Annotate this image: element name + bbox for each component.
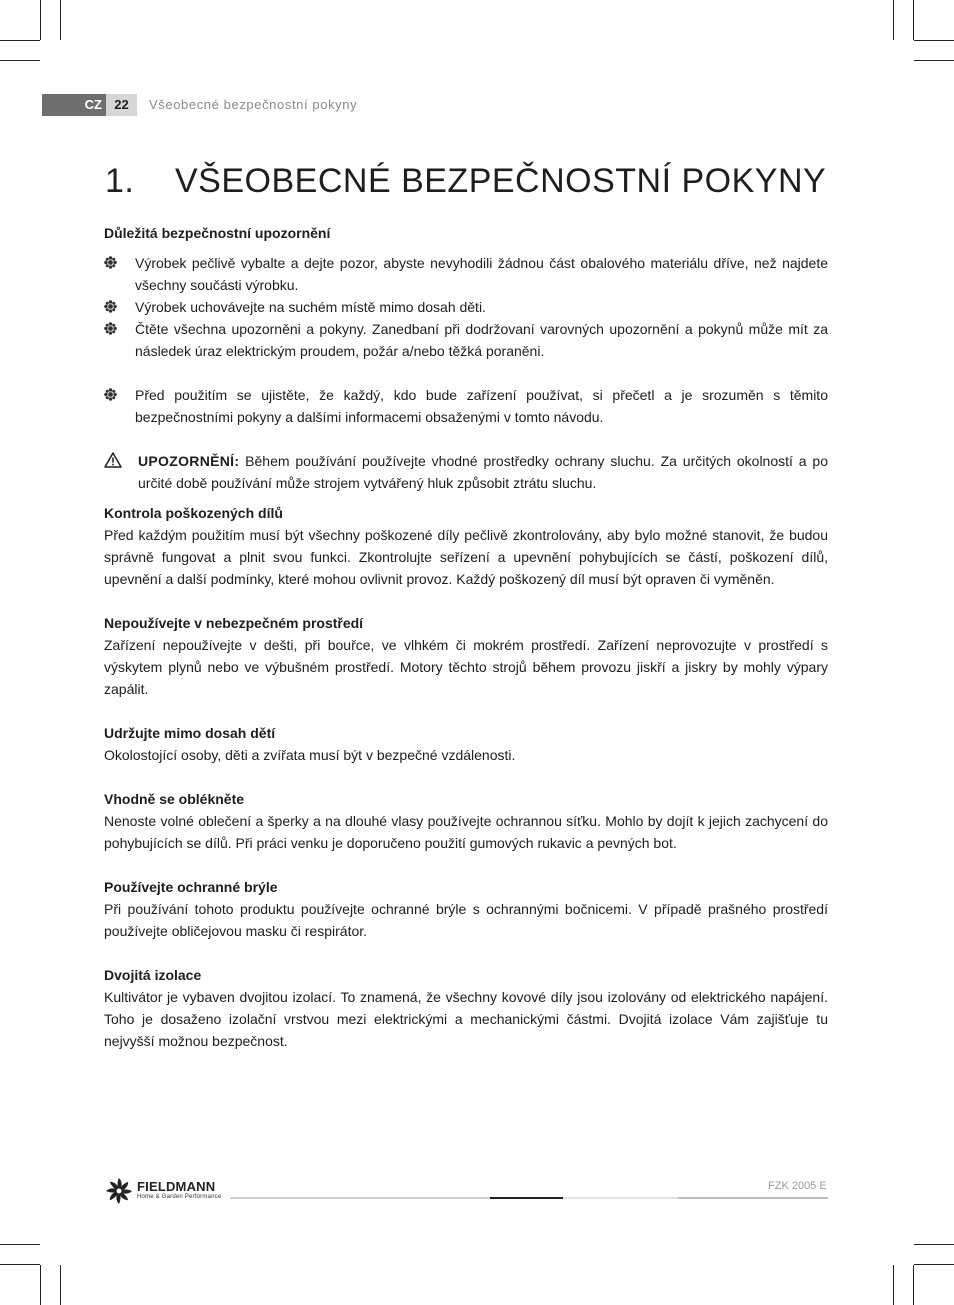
section-heading: Udržujte mimo dosah dětí (104, 725, 276, 741)
list-item (104, 318, 828, 362)
bullet-list (104, 252, 828, 428)
section-damaged-parts (104, 502, 828, 590)
footer-rule (490, 1197, 563, 1199)
crop-mark (914, 60, 954, 61)
section-text: Před každým použitím musí být všechny poškozené díly pečlivě zkontrolovány, aby bylo možné stanovit, že budou správně fungovat a plnit svou funkci. Zkontrolujte seřízení a upevnění pohybujících se částí, poškození dílů, upevnění a další podmínky, které mohou ovlivnit provoz. Každý poškozený díl musí být opraven či vyměněn. (104, 527, 828, 587)
page-number: 22 (106, 94, 137, 116)
chapter-title: VŠEOBECNÉ BEZPEČNOSTNÍ POKYNY (175, 162, 827, 200)
flower-bullet-icon (104, 256, 117, 269)
footer-rule (563, 1197, 678, 1199)
list-item (104, 296, 828, 318)
main-content (104, 222, 828, 1052)
list-item (104, 252, 828, 296)
flower-bullet-icon (104, 322, 117, 335)
bullet-text: Před použitím se ujistěte, že každý, kdo bude zařízení používat, si přečetl a je srozuměn s těmito bezpečnostními pokyny a dalšími informacemi obsaženými v tomto návodu. (135, 387, 828, 425)
warning-text: Během používání používejte vhodné prostředky ochrany sluchu. Za určitých okolností a po určité době používání může strojem vytvářený hluk způsobit ztrátu sluchu. (138, 453, 828, 491)
section-double-insulation (104, 964, 828, 1052)
warning-triangle-icon (104, 452, 122, 468)
section-heading: Kontrola poškozených dílů (104, 505, 283, 521)
crop-mark (40, 1265, 41, 1305)
crop-mark (893, 1265, 894, 1305)
flower-bullet-icon (104, 388, 117, 401)
warning-box (104, 450, 828, 494)
crop-mark (40, 0, 41, 40)
chapter-number: 1. (105, 162, 135, 200)
crop-mark (60, 1265, 61, 1305)
brand-name: FIELDMANN (137, 1179, 216, 1194)
list-spacer (104, 362, 828, 384)
section-children (104, 722, 828, 766)
crop-mark (914, 1264, 954, 1265)
section-dangerous-environment (104, 612, 828, 700)
bullet-text: Výrobek pečlivě vybalte a dejte pozor, abyste nevyhodili žádnou část obalového materiálu dříve, než najdete všechny součásti výrobku. (135, 255, 828, 293)
model-number: FZK 2005 E (768, 1180, 827, 1192)
brand-tagline: Home & Garden Performance (137, 1194, 222, 1200)
section-text: Kultivátor je vybaven dvojitou izolací. To znamená, že všechny kovové díly jsou izolovány od elektrického napájení. Toho je dosaženo izolační vrstvou mezi elektrickými a mechanickými částmi. Dvojitá izolace Vám zajišťuje tu nejvyšší možnou bezpečnost. (104, 989, 828, 1049)
section-text: Zařízení nepoužívejte v dešti, při bouřce, ve vlhkém či mokrém prostředí. Zařízení neprovozujte v prostředí s výskytem plynů nebo ve výbušném prostředí. Motory těchto strojů během provozu jiskří a jiskry by mohly výpary zapálit. (104, 637, 828, 697)
section-text: Při používání tohoto produktu používejte ochranné brýle s ochrannými bočnicemi. V případě prašného prostředí používejte obličejovou masku či respirátor. (104, 901, 828, 939)
section-heading: Vhodně se oblékněte (104, 791, 245, 807)
list-item (104, 384, 828, 428)
section-heading-important: Důležitá bezpečnostní upozornění (104, 225, 331, 241)
crop-mark (914, 1244, 954, 1245)
crop-mark (893, 0, 894, 40)
crop-mark (913, 1265, 914, 1305)
crop-mark (913, 0, 914, 40)
language-tag: CZ (42, 94, 106, 116)
section-glasses (104, 876, 828, 942)
section-heading: Nepoužívejte v nebezpečném prostředí (104, 615, 364, 631)
flower-bullet-icon (104, 300, 117, 313)
crop-mark (60, 0, 61, 40)
crop-mark (914, 40, 954, 41)
section-heading: Používejte ochranné brýle (104, 879, 278, 895)
section-text: Okolostojící osoby, děti a zvířata musí být v bezpečné vzdálenosti. (104, 747, 516, 763)
fieldmann-logo-icon (104, 1176, 134, 1206)
bullet-text: Výrobek uchovávejte na suchém místě mimo dosah děti. (135, 299, 486, 315)
crop-mark (0, 60, 40, 61)
footer-rule (230, 1197, 490, 1199)
crop-mark (0, 1264, 40, 1265)
section-text: Nenoste volné oblečení a šperky a na dlouhé vlasy používejte ochrannou síťku. Mohlo by dojít k jejich zachycení do pohybujících se dílů. Při práci venku je doporučeno použití gumových rukavic a pevných bot. (104, 813, 828, 851)
bullet-text: Čtěte všechna upozorněni a pokyny. Zanedbaní při dodržovaní varovných upozornění a pokynů může mít za následek úraz elektrickým proudem, požár a/nebo těžká poraněni. (135, 321, 828, 359)
running-header: Všeobecné bezpečnostní pokyny (149, 97, 358, 112)
section-clothing (104, 788, 828, 854)
crop-mark (0, 1244, 40, 1245)
page-title (105, 162, 826, 201)
section-heading: Dvojitá izolace (104, 967, 202, 983)
crop-mark (0, 40, 40, 41)
footer-rule (678, 1197, 828, 1199)
warning-label: UPOZORNĚNÍ: (138, 453, 240, 469)
